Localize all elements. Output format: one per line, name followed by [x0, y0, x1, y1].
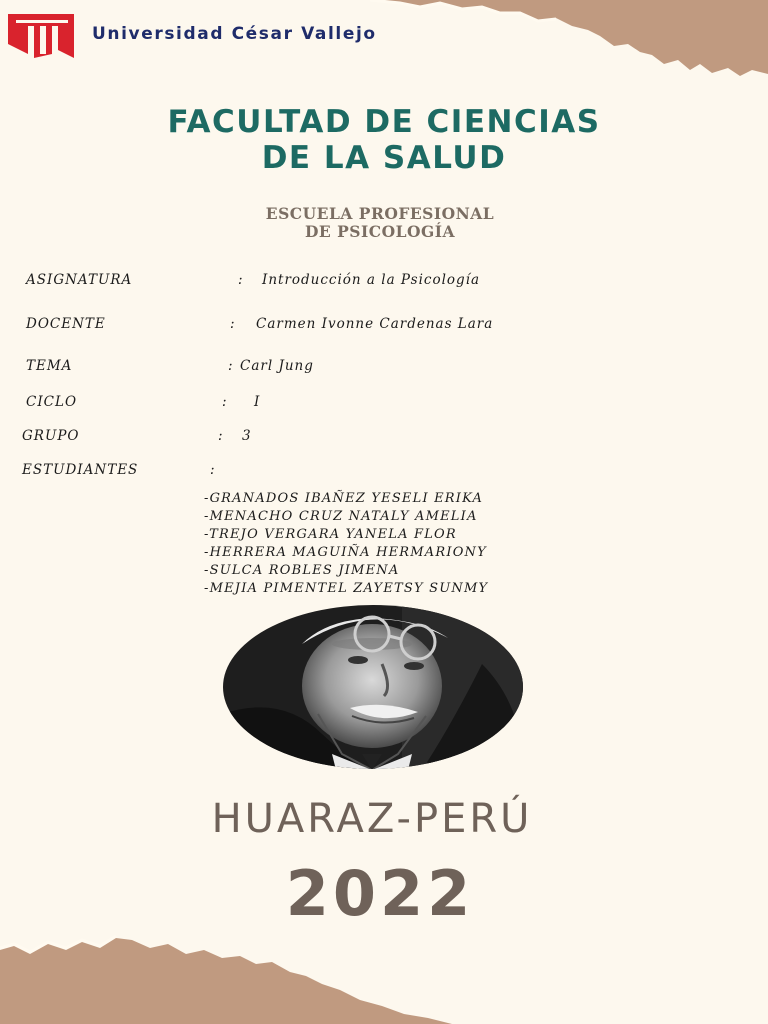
- school-title-line2: DE PSICOLOGÍA: [304, 222, 455, 241]
- school-title: [0, 205, 760, 241]
- faculty-title-line1: FACULTAD DE CIENCIAS: [167, 104, 601, 140]
- info-label: TEMA: [26, 358, 73, 374]
- faculty-title: [0, 104, 768, 176]
- info-separator: :: [228, 358, 234, 374]
- info-label: CICLO: [26, 394, 78, 410]
- list-item: -MEJIA PIMENTEL ZAYETSY SUNMY: [204, 581, 489, 596]
- info-row-tema: [26, 358, 586, 378]
- list-item: -MENACHO CRUZ NATALY AMELIA: [204, 509, 478, 524]
- info-separator: :: [210, 462, 216, 478]
- school-title-line1: ESCUELA PROFESIONAL: [265, 204, 495, 223]
- list-item: -TREJO VERGARA YANELA FLOR: [204, 527, 457, 542]
- carl-jung-portrait: [222, 604, 524, 770]
- info-label: GRUPO: [22, 428, 80, 444]
- year-label: 2022: [285, 857, 475, 930]
- info-value: Carl Jung: [240, 358, 314, 374]
- info-row-grupo: [22, 428, 582, 448]
- list-item: -HERRERA MAGUIÑA HERMARIONY: [204, 545, 487, 560]
- list-item: -GRANADOS IBAÑEZ YESELI ERIKA: [204, 491, 484, 506]
- students-list: [204, 490, 488, 598]
- info-value: Introducción a la Psicología: [262, 272, 481, 288]
- university-logo: [8, 14, 74, 58]
- info-value: Carmen Ivonne Cardenas Lara: [256, 316, 494, 332]
- info-value: I: [254, 394, 261, 410]
- info-separator: :: [238, 272, 244, 288]
- university-name: Universidad César Vallejo: [92, 24, 377, 44]
- info-row-ciclo: [26, 394, 586, 414]
- info-separator: :: [230, 316, 236, 332]
- city-label: HUARAZ-PERÚ: [211, 796, 533, 842]
- list-item: -SULCA ROBLES JIMENA: [204, 563, 400, 578]
- info-row-docente: [26, 316, 586, 336]
- info-label: ASIGNATURA: [26, 272, 133, 288]
- info-value: 3: [242, 428, 252, 444]
- info-label: ESTUDIANTES: [22, 462, 139, 478]
- info-row-estudiantes: [22, 462, 582, 482]
- info-separator: :: [222, 394, 228, 410]
- faculty-title-line2: DE LA SALUD: [261, 140, 507, 176]
- info-label: DOCENTE: [26, 316, 106, 332]
- info-row-asignatura: [26, 272, 586, 292]
- info-separator: :: [218, 428, 224, 444]
